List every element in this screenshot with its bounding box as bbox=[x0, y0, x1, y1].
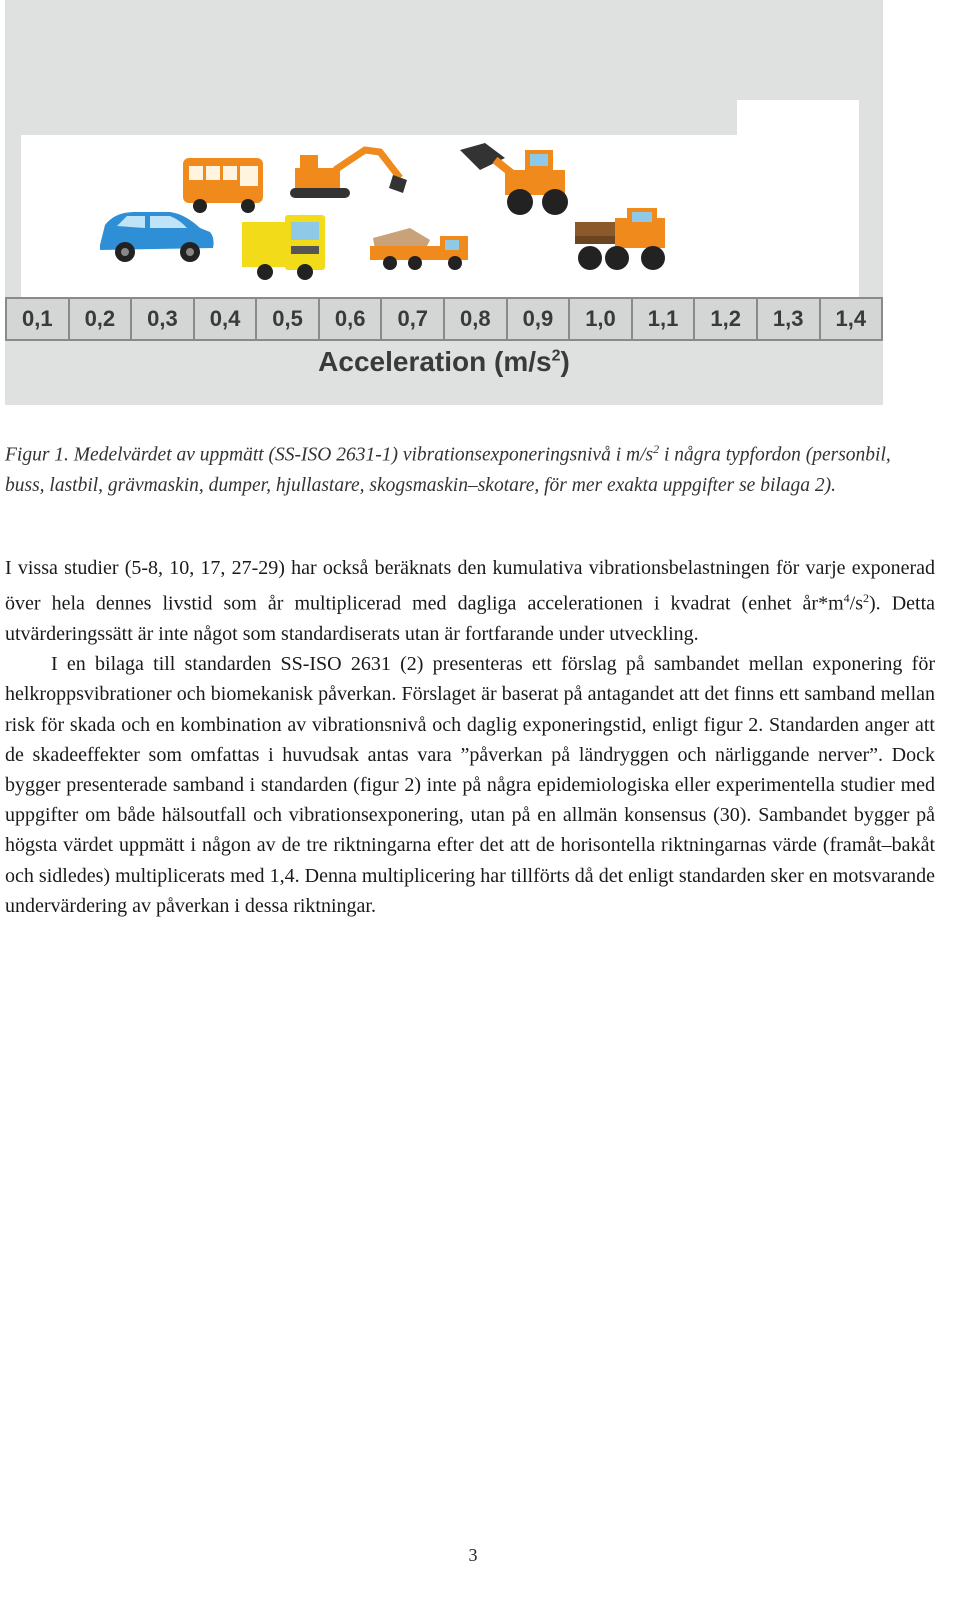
scale-tick: 1,0 bbox=[570, 299, 633, 339]
page-number: 3 bbox=[468, 1545, 478, 1565]
scale-tick: 0,5 bbox=[257, 299, 320, 339]
scale-tick: 1,2 bbox=[695, 299, 758, 339]
paragraph-1 bbox=[5, 553, 935, 649]
axis-title-end: ) bbox=[560, 346, 570, 377]
scale-tick: 0,9 bbox=[508, 299, 571, 339]
scale-tick: 0,3 bbox=[132, 299, 195, 339]
scale-tick: 0,2 bbox=[70, 299, 133, 339]
p1-sup-2: 2 bbox=[863, 591, 869, 606]
bus-icon bbox=[183, 158, 263, 213]
figure-caption bbox=[5, 434, 935, 501]
axis-title-text: Acceleration (m/s bbox=[318, 346, 552, 377]
p1-text-b: /s bbox=[849, 592, 863, 615]
scale-tick: 0,8 bbox=[445, 299, 508, 339]
scale-tick: 0,4 bbox=[195, 299, 258, 339]
caption-label: Figur 1. bbox=[5, 444, 69, 466]
axis-title bbox=[5, 346, 883, 378]
forwarder-icon bbox=[575, 208, 665, 270]
p1-text-a: I vissa studier (5-8, 10, 17, 27-29) har också beräknats den kumulativa vibrationsbelastningen för varje exponerad över hela dennes livstid som år multiplicerad med dagliga accelerationen i kvadrat (enhet år*m bbox=[5, 557, 935, 615]
scale-tick: 0,6 bbox=[320, 299, 383, 339]
scale-tick: 0,7 bbox=[382, 299, 445, 339]
scale-tick: 0,1 bbox=[7, 299, 70, 339]
dumper-icon bbox=[370, 228, 468, 270]
scale-tick: 1,3 bbox=[758, 299, 821, 339]
excavator-icon bbox=[290, 150, 407, 198]
caption-sup: 2 bbox=[653, 442, 660, 456]
caption-text-b: i några typfordon (personbil, buss, lastbil, grävmaskin, dumper, hjullastare, skogsmaskin–skotare, för mer exakta uppgifter se bilaga 2). bbox=[5, 444, 891, 496]
wheel-loader-icon bbox=[460, 143, 568, 215]
acceleration-scale bbox=[5, 297, 883, 341]
vehicle-illustrations bbox=[5, 0, 883, 300]
body-text bbox=[5, 553, 935, 921]
truck-icon bbox=[242, 215, 325, 280]
caption-text-a: Medelvärdet av uppmätt (SS-ISO 2631-1) vibrationsexponeringsnivå i m/s bbox=[68, 444, 654, 466]
p1-text-c: ). Detta utvärderingssätt är inte något som standardiserats utan är fortfarande under utveckling. bbox=[5, 592, 935, 646]
p1-sup-1: 4 bbox=[843, 591, 850, 606]
axis-title-sup: 2 bbox=[551, 347, 561, 365]
scale-tick: 1,1 bbox=[633, 299, 696, 339]
car-icon bbox=[100, 212, 214, 262]
vehicle-acceleration-figure bbox=[5, 0, 883, 405]
paragraph-2: I en bilaga till standarden SS-ISO 2631 (2) presenteras ett förslag på sambandet mellan exponering för helkroppsvibrationer och biomekanisk påverkan. Förslaget är baserat på antagandet att det finns ett samband mellan risk för skada och en kombination av vibrationsnivå och daglig exponeringstid, enligt figur 2. Standarden anger att de skadeeffekter som omfattas i huvudsak antas vara ”påverkan på ländryggen och närliggande nerver”. Dock bygger presenterade samband i standarden (figur 2) inte på några epidemiologiska eller experimentella studier med uppgifter om både hälsoutfall och vibrationsexponering, utan på en allmän konsensus (30). Sambandet bygger på högsta värdet uppmätt i någon av de tre riktningarna efter det att de horisontella riktningarnas värde (framåt–bakåt och sidledes) multiplicerats med 1,4. Denna multiplicering har tillförts då det enligt standarden sker en motsvarande undervärdering av påverkan i dessa riktningar. bbox=[5, 653, 935, 917]
scale-tick: 1,4 bbox=[835, 306, 867, 331]
